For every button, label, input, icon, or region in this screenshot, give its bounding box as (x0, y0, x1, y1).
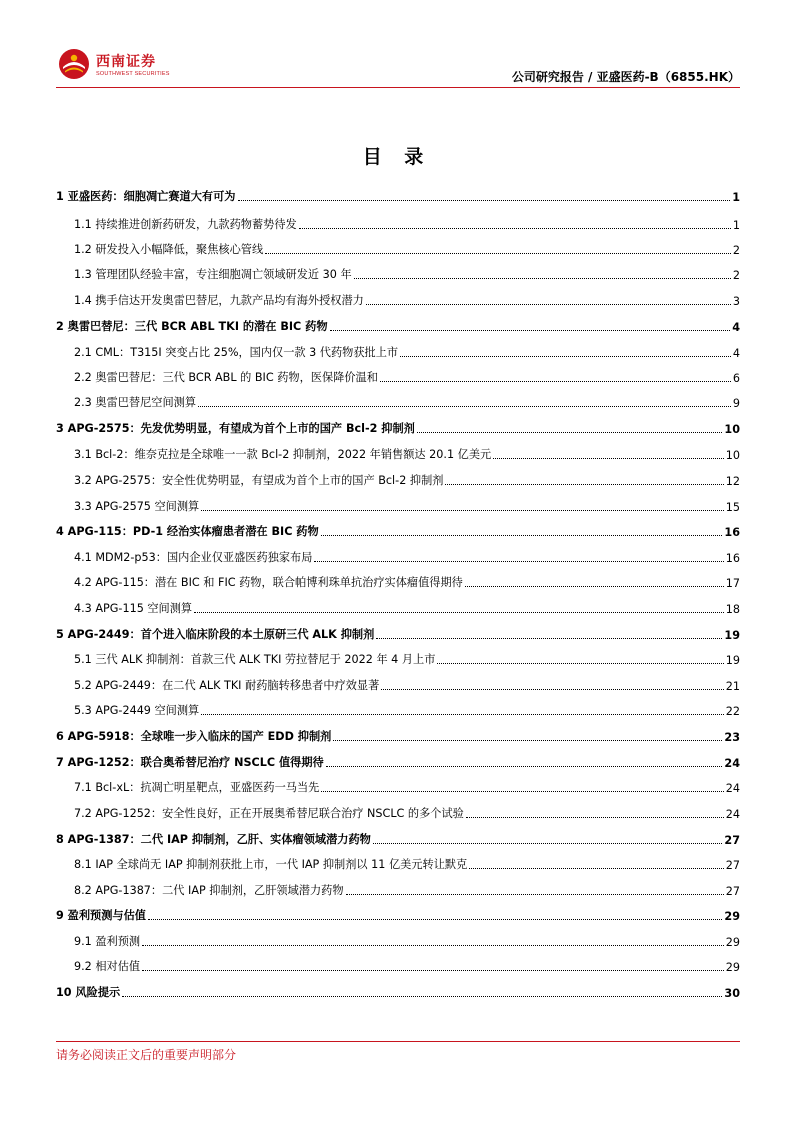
toc-entry-title: 2.3 奥雷巴替尼空间测算 (74, 396, 197, 409)
page-header (56, 44, 740, 88)
toc-section-row[interactable] (56, 212, 740, 232)
toc-page-number: 24 (724, 757, 740, 770)
toc-entry-title: 8.2 APG-1387：二代 IAP 抑制剂，乙肝领域潜力药物 (74, 884, 344, 897)
toc-entry-title: 10 风险提示 (56, 986, 121, 999)
toc-section-row[interactable] (56, 929, 740, 949)
toc-dot-leader (122, 995, 722, 997)
toc-section-row[interactable] (56, 390, 740, 410)
toc-entry-title: 1.4 携手信达开发奥雷巴替尼，九款产品均有海外授权潜力 (74, 294, 364, 307)
toc-dot-leader (417, 431, 723, 433)
toc-chapter-row[interactable] (56, 724, 740, 744)
toc-page-number: 16 (725, 552, 740, 565)
toc-dot-leader (333, 739, 722, 741)
toc-dot-leader (381, 688, 723, 690)
toc-entry-title: 4.3 APG-115 空间测算 (74, 602, 193, 615)
toc-dot-leader (376, 637, 722, 639)
toc-dot-leader (466, 816, 724, 818)
toc-page-number: 18 (725, 603, 740, 616)
toc-entry-title: 1.3 管理团队经验丰富，专注细胞凋亡领域研发近 30 年 (74, 268, 352, 281)
southwest-securities-logo-icon (58, 48, 90, 80)
toc-chapter-row[interactable] (56, 980, 740, 1000)
toc-entry-title: 5.3 APG-2449 空间测算 (74, 704, 200, 717)
toc-dot-leader (321, 534, 723, 536)
toc-section-row[interactable] (56, 494, 740, 514)
toc-page-number: 10 (724, 423, 740, 436)
toc-entry-title: 1 亚盛医药：细胞凋亡赛道大有可为 (56, 190, 236, 203)
toc-page-number: 1 (732, 219, 740, 232)
toc-page-number: 15 (725, 501, 740, 514)
toc-dot-leader (314, 560, 723, 562)
footer-divider (56, 1041, 740, 1042)
toc-page-number: 4 (732, 321, 740, 334)
toc-section-row[interactable] (56, 878, 740, 898)
toc-page-number: 27 (725, 859, 740, 872)
toc-section-row[interactable] (56, 288, 740, 308)
toc-dot-leader (445, 483, 723, 485)
toc-page-number: 10 (725, 449, 740, 462)
toc-page-number: 4 (732, 347, 740, 360)
toc-section-row[interactable] (56, 801, 740, 821)
toc-section-row[interactable] (56, 673, 740, 693)
toc-section-row[interactable] (56, 365, 740, 385)
toc-entry-title: 6 APG-5918：全球唯一步入临床的国产 EDD 抑制剂 (56, 730, 332, 743)
toc-dot-leader (321, 790, 723, 792)
toc-entry-title: 9.1 盈利预测 (74, 935, 141, 948)
toc-dot-leader (380, 380, 731, 382)
toc-dot-leader (142, 969, 724, 971)
toc-entry-title: 5.2 APG-2449：在二代 ALK TKI 耐药脑转移患者中疗效显著 (74, 679, 380, 692)
toc-entry-title: 8 APG-1387：二代 IAP 抑制剂，乙肝、实体瘤领域潜力药物 (56, 833, 371, 846)
toc-dot-leader (400, 355, 731, 357)
toc-chapter-row[interactable] (56, 416, 740, 436)
toc-section-row[interactable] (56, 340, 740, 360)
toc-page-number: 21 (725, 680, 740, 693)
report-info: 公司研究报告 / 亚盛医药-B（6855.HK） (511, 70, 740, 84)
toc-section-row[interactable] (56, 698, 740, 718)
toc-entry-title: 7 APG-1252：联合奥希替尼治疗 NSCLC 值得期待 (56, 756, 324, 769)
toc-entry-title: 7.2 APG-1252：安全性良好，正在开展奥希替尼联合治疗 NSCLC 的多个试验 (74, 807, 464, 820)
toc-chapter-row[interactable] (56, 184, 740, 204)
toc-page-number: 3 (732, 295, 740, 308)
toc-dot-leader (198, 405, 731, 407)
toc-section-row[interactable] (56, 852, 740, 872)
toc-chapter-row[interactable] (56, 519, 740, 539)
toc-entry-title: 2.2 奥雷巴替尼：三代 BCR ABL 的 BIC 药物，医保降价温和 (74, 371, 378, 384)
toc-entry-title: 3.2 APG-2575：安全性优势明显，有望成为首个上市的国产 Bcl-2 抑制剂 (74, 474, 444, 487)
toc-page-number: 2 (732, 269, 740, 282)
toc-entry-title: 5 APG-2449：首个进入临床阶段的本土原研三代 ALK 抑制剂 (56, 628, 375, 641)
toc-dot-leader (493, 457, 724, 459)
toc-dot-leader (465, 585, 724, 587)
toc-section-row[interactable] (56, 570, 740, 590)
toc-page-number: 16 (724, 526, 740, 539)
toc-chapter-row[interactable] (56, 314, 740, 334)
toc-page-number: 22 (725, 705, 740, 718)
toc-entry-title: 8.1 IAP 全球尚无 IAP 抑制剂获批上市，一代 IAP 抑制剂以 11 亿美元转让默克 (74, 858, 468, 871)
toc-dot-leader (437, 662, 723, 664)
toc-section-row[interactable] (56, 237, 740, 257)
toc-dot-leader (201, 713, 724, 715)
toc-entry-title: 2 奥雷巴替尼：三代 BCR ABL TKI 的潜在 BIC 药物 (56, 320, 328, 333)
toc-entry-title: 3.3 APG-2575 空间测算 (74, 500, 200, 513)
toc-section-row[interactable] (56, 442, 740, 462)
toc-section-row[interactable] (56, 468, 740, 488)
toc-page-number: 27 (724, 834, 740, 847)
toc-dot-leader (469, 867, 723, 869)
page-title: 目 录 (362, 146, 432, 168)
footer-note: 请务必阅读正文后的重要声明部分 (56, 1048, 237, 1062)
toc-section-row[interactable] (56, 262, 740, 282)
toc-page-number: 24 (725, 782, 740, 795)
toc-entry-title: 3 APG-2575：先发优势明显，有望成为首个上市的国产 Bcl-2 抑制剂 (56, 422, 415, 435)
toc-page-number: 29 (725, 936, 740, 949)
toc-section-row[interactable] (56, 545, 740, 565)
toc-page-number: 6 (732, 372, 740, 385)
logo-text-chinese: 西南证券 (96, 54, 156, 70)
toc-chapter-row[interactable] (56, 827, 740, 847)
toc-page-number: 29 (725, 961, 740, 974)
toc-entry-title: 7.1 Bcl-xL：抗凋亡明星靶点，亚盛医药一马当先 (74, 781, 320, 794)
toc-dot-leader (265, 252, 731, 254)
toc-dot-leader (201, 509, 724, 511)
toc-dot-leader (194, 611, 724, 613)
toc-page-number: 27 (725, 885, 740, 898)
toc-entry-title: 5.1 三代 ALK 抑制剂：首款三代 ALK TKI 劳拉替尼于 2022 年 4 月上市 (74, 653, 436, 666)
toc-dot-leader (366, 303, 731, 305)
toc-section-row[interactable] (56, 596, 740, 616)
toc-entry-title: 3.1 Bcl-2：维奈克拉是全球唯一一款 Bcl-2 抑制剂，2022 年销售额达 20.1 亿美元 (74, 448, 492, 461)
toc-chapter-row[interactable] (56, 750, 740, 770)
toc-entry-title: 4.1 MDM2-p53：国内企业仅亚盛医药独家布局 (74, 551, 313, 564)
toc-page-number: 29 (724, 910, 740, 923)
toc-dot-leader (148, 918, 722, 920)
toc-page-number: 12 (725, 475, 740, 488)
toc-entry-title: 2.1 CML：T315I 突变占比 25%，国内仅一款 3 代药物获批上市 (74, 346, 399, 359)
header-divider (56, 87, 740, 88)
logo-text-english: SOUTHWEST SECURITIES (96, 71, 170, 77)
toc-entry-title: 4.2 APG-115：潜在 BIC 和 FIC 药物，联合帕博利珠单抗治疗实体瘤值得期待 (74, 576, 463, 589)
toc-page-number: 24 (725, 808, 740, 821)
toc-page-number: 2 (732, 244, 740, 257)
toc-dot-leader (326, 765, 723, 767)
toc-page-number: 30 (724, 987, 740, 1000)
toc-dot-leader (238, 199, 731, 201)
toc-dot-leader (330, 329, 731, 331)
toc-entry-title: 9 盈利预测与估值 (56, 909, 146, 922)
toc-page-number: 19 (724, 629, 740, 642)
toc-dot-leader (373, 842, 723, 844)
toc-dot-leader (354, 277, 731, 279)
toc-entry-title: 9.2 相对估值 (74, 960, 141, 973)
toc-section-row[interactable] (56, 954, 740, 974)
toc-entry-title: 4 APG-115：PD-1 经治实体瘤患者潜在 BIC 药物 (56, 525, 319, 538)
toc-dot-leader (142, 944, 724, 946)
toc-chapter-row[interactable] (56, 903, 740, 923)
toc-page-number: 23 (724, 731, 740, 744)
toc-chapter-row[interactable] (56, 622, 740, 642)
toc-page-number: 1 (732, 191, 740, 204)
toc-dot-leader (346, 893, 724, 895)
toc-entry-title: 1.1 持续推进创新药研发，九款药物蓄势待发 (74, 218, 297, 231)
toc-page-number: 17 (725, 577, 740, 590)
toc-section-row[interactable] (56, 775, 740, 795)
toc-dot-leader (299, 227, 731, 229)
toc-page-number: 19 (725, 654, 740, 667)
toc-page-number: 9 (732, 397, 740, 410)
toc-entry-title: 1.2 研发投入小幅降低，聚焦核心管线 (74, 243, 264, 256)
toc-section-row[interactable] (56, 647, 740, 667)
